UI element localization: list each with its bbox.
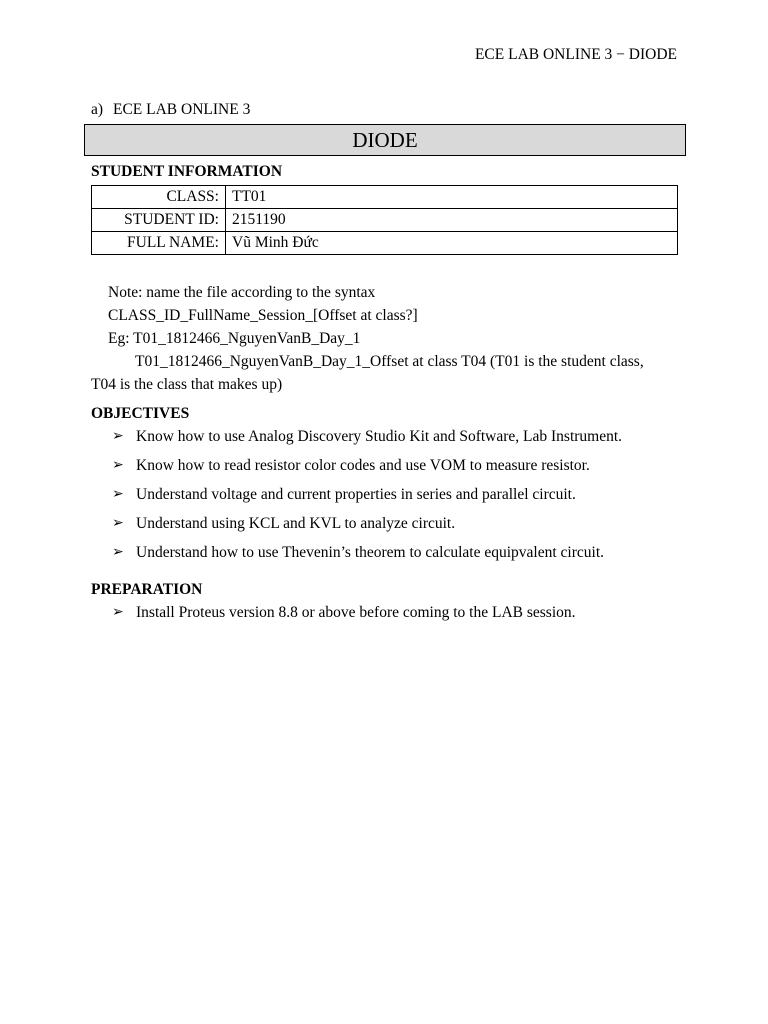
list-item xyxy=(112,457,622,486)
list-item xyxy=(112,486,622,515)
file-naming-note xyxy=(91,281,691,396)
table-row xyxy=(92,186,678,209)
student-info-heading: STUDENT INFORMATION xyxy=(91,163,283,180)
running-header: ECE LAB ONLINE 3 − DIODE xyxy=(474,46,677,63)
objective-text: Know how to read resistor color codes and use VOM to measure resistor. xyxy=(136,457,590,474)
objectives-list xyxy=(112,428,622,573)
note-line: Note: name the file according to the syntax xyxy=(108,284,376,301)
full-name-value: Vũ Minh Đức xyxy=(226,232,678,255)
list-item xyxy=(112,604,576,633)
class-label: CLASS: xyxy=(92,186,226,209)
arrow-bullet-icon: ➢ xyxy=(112,458,124,473)
objectives-heading: OBJECTIVES xyxy=(91,405,190,422)
objective-text: Know how to use Analog Discovery Studio Kit and Software, Lab Instrument. xyxy=(136,428,623,445)
list-item xyxy=(112,428,622,457)
student-id-value: 2151190 xyxy=(226,209,678,232)
table-row xyxy=(92,232,678,255)
title-box xyxy=(84,124,686,156)
class-value: TT01 xyxy=(226,186,678,209)
table-row xyxy=(92,209,678,232)
note-line: T01_1812466_NguyenVanB_Day_1_Offset at class T04 (T01 is the student class, xyxy=(135,353,644,370)
page-title: DIODE xyxy=(352,127,418,152)
section-heading xyxy=(91,101,250,119)
arrow-bullet-icon: ➢ xyxy=(112,487,124,502)
section-marker: a) xyxy=(91,101,104,118)
arrow-bullet-icon: ➢ xyxy=(112,605,124,620)
arrow-bullet-icon: ➢ xyxy=(112,516,124,531)
objective-text: Understand voltage and current properties in series and parallel circuit. xyxy=(136,486,576,503)
arrow-bullet-icon: ➢ xyxy=(112,545,124,560)
student-id-label: STUDENT ID: xyxy=(92,209,226,232)
full-name-label: FULL NAME: xyxy=(92,232,226,255)
preparation-heading: PREPARATION xyxy=(91,581,203,598)
arrow-bullet-icon: ➢ xyxy=(112,429,124,444)
student-info-table xyxy=(91,185,678,255)
note-line: T04 is the class that makes up) xyxy=(91,376,283,393)
note-line: CLASS_ID_FullName_Session_[Offset at class?] xyxy=(108,307,418,324)
objective-text: Understand how to use Thevenin’s theorem to calculate equipvalent circuit. xyxy=(136,544,605,561)
objective-text: Understand using KCL and KVL to analyze circuit. xyxy=(136,515,456,532)
list-item xyxy=(112,544,622,573)
note-line: Eg: T01_1812466_NguyenVanB_Day_1 xyxy=(108,330,361,347)
section-title: ECE LAB ONLINE 3 xyxy=(113,101,251,118)
preparation-text: Install Proteus version 8.8 or above before coming to the LAB session. xyxy=(136,604,576,621)
list-item xyxy=(112,515,622,544)
preparation-list xyxy=(112,604,576,633)
